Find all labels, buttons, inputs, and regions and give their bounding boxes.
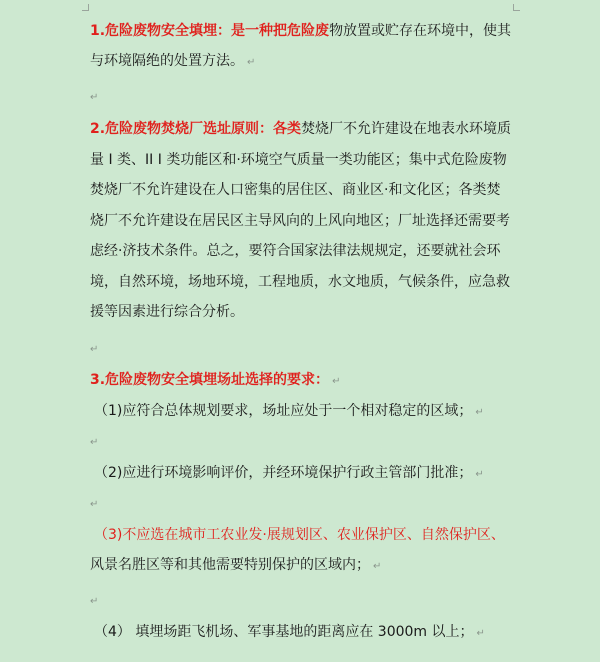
section-2-heading: 2.危险废物焚烧厂选址原则：各类 (90, 121, 302, 137)
paragraph-mark-icon: ↵ (332, 376, 341, 387)
section-3-item-1-text: （1)应符合总体规划要求，场址应处于一个相对稳定的区域； (94, 403, 473, 419)
page-corner-mark-left (82, 4, 89, 11)
section-2-line-3: 焚烧厂不允许建设在人口密集的居住区、商业区·和文化区；各类焚 (90, 182, 501, 198)
paragraph-mark-icon: ↵ (247, 57, 256, 68)
section-1-line-2 (90, 52, 255, 72)
section-3-item-3-line-2 (90, 556, 381, 576)
section-3-item-3-text-2: 风景名胜区等和其他需要特别保护的区域内； (90, 557, 370, 573)
section-3-item-2-text: （2)应进行环境影响评价，并经环境保护行政主管部门批准； (94, 465, 473, 481)
section-2-line-5: 虑经·济技术条件。总之，要符合国家法律法规规定，还要就社会环 (90, 243, 501, 259)
section-2-text: 焚烧厂不允许建设在地表水环境质 (301, 121, 512, 137)
section-1-text-2: 与环境隔绝的处置方法。 (90, 53, 244, 69)
section-3-item-4-text: （4） 填埋场距飞机场、军事基地的距离应在 3000m 以上； (94, 624, 474, 640)
paragraph-mark-icon: ↵ (90, 437, 99, 448)
section-1-line-1 (90, 22, 511, 40)
paragraph-mark-icon: ↵ (90, 344, 99, 355)
section-2-line-6: 境，自然环境，场地环境，工程地质，水文地质，气候条件，应急救 (90, 274, 510, 290)
section-1-text: 物放置或贮存在环境中，使其 (329, 23, 512, 39)
paragraph-mark-icon: ↵ (475, 407, 484, 418)
section-2-text-7: 援等因素进行综合分析。 (90, 304, 244, 320)
paragraph-mark-icon: ↵ (90, 92, 99, 103)
paragraph-mark-icon: ↵ (373, 561, 382, 572)
section-3-item-2 (94, 464, 484, 484)
section-2-line-2: 量 I 类、II I 类功能区和·环境空气质量一类功能区；集中式危险废物 (90, 152, 507, 168)
section-1-heading: 1.危险废物安全填埋：是一种把危险废 (90, 23, 330, 39)
page-corner-mark-right (513, 4, 520, 11)
section-3-item-1 (94, 402, 484, 422)
section-2-line-1 (90, 120, 511, 138)
paragraph-mark-icon: ↵ (90, 499, 99, 510)
section-2-line-7 (90, 303, 244, 321)
section-2-line-4: 烧厂不允许建设在居民区主导风向的上风向地区；厂址选择还需要考 (90, 213, 510, 229)
section-3-heading: 3.危险废物安全填埋场址选择的要求： (90, 372, 330, 388)
paragraph-mark-icon: ↵ (476, 628, 485, 639)
paragraph-mark-icon: ↵ (475, 469, 484, 480)
paragraph-mark-icon: ↵ (90, 596, 99, 607)
section-3-item-4 (94, 623, 485, 643)
section-3-line-1 (90, 371, 340, 391)
section-3-item-3-line-1: （3)不应选在城市工农业发·展规划区、农业保护区、自然保护区、 (94, 527, 505, 543)
